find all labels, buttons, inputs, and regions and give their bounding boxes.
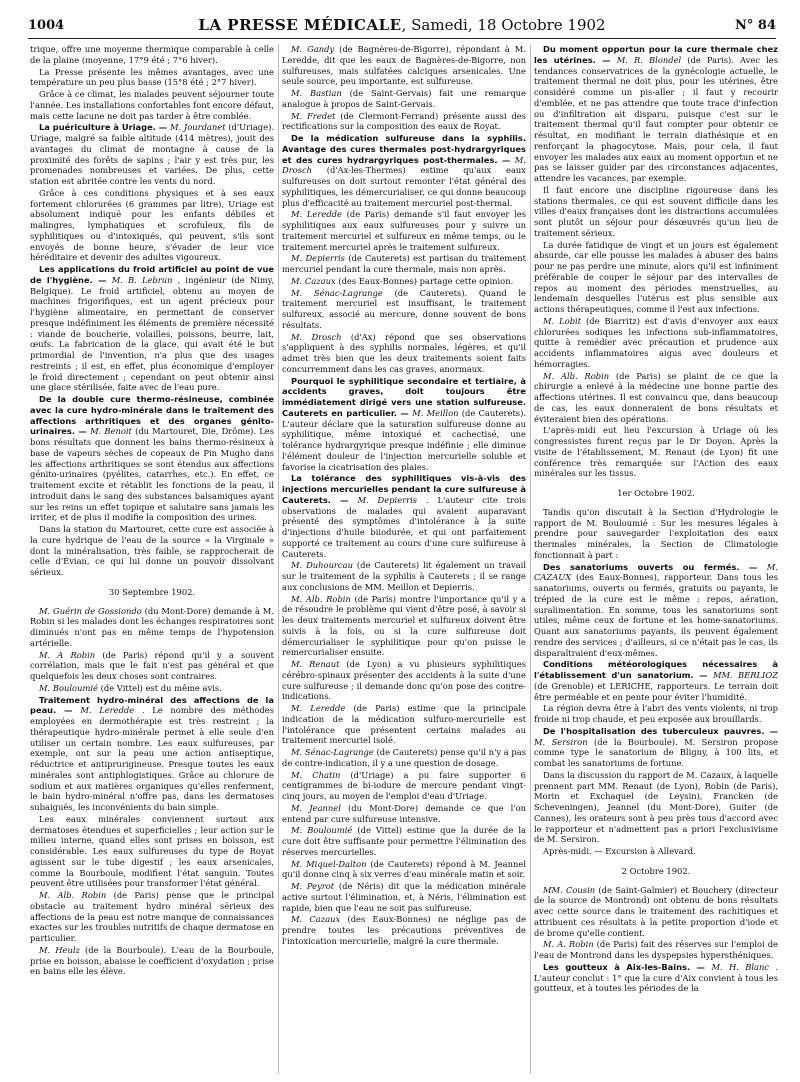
paragraph-text: (de Paris). Avec les tendances conservatrices de la gynécologie actuelle, le traitement thermal ne doit plus, pour les utérines, être considéré comme un pis-aller ; il faut y recourir d'emblée, et ne pas attendre que toute trace d'infection ou d'infiltration ait disparu, puisque c'est sur le traitement thermal qu'il faut compter pour obtenir ce résultat, en modifiant le terrain diathésique et en renforçant la phagocytose. Mais, pour cela, il faut envoyer les malades aux eaux au moment opportun et ne pas se laisser guider par des circonstances adjacentes, attendre les vacances, par exemple. [534, 54, 778, 183]
paragraph-text: (de Cauterets) répond à M. Jeannel qu'il donne cinq à six verres d'eau minérale matin et soir. [282, 858, 526, 880]
paragraph [282, 44, 526, 87]
paragraph-text: (de Paris) estime que la principale indication de la médication sulfuro-mercurielle est l'intolérance que présentent certains malades au traitement mercuriel isolé. [282, 703, 526, 746]
paragraph [282, 276, 526, 287]
speaker-name: M. Heulz [39, 944, 86, 955]
paragraph-text: (d'Uriage). Uriage, malgré sa faible altitude (414 mètres), jouit des avantages du climat de montagne à cause de la proximité des forêts de sapins ; l'air y est très pur, les promenades nombreuses et variées. De plus, cette station est abritée contre les vents du nord. [30, 122, 274, 186]
paragraph-text: (de Vittel) est du même avis. [100, 682, 222, 693]
speaker-name: M. B. Lebrun [111, 274, 178, 285]
speaker-name: M. Lobit [543, 315, 587, 326]
speaker-name: M. CAZAUX [534, 561, 778, 583]
paragraph [534, 316, 778, 370]
paragraph [282, 111, 526, 133]
paragraph [30, 650, 274, 682]
speaker-name: M. Drosch [282, 154, 526, 176]
speaker-name: M. Gandy [291, 44, 340, 54]
running-title [28, 16, 776, 34]
speaker-name: M. Bastian [291, 88, 350, 98]
paragraph-text: . L'auteur cite trois observations de malades qui avaient auparavant présenté des symptômes d'intolérance à la suite d'injections d'huile biiodurée, et qui ont parfaitement supporté ce traitement au cours d'une cure sulfureuse à Cauterets. [282, 494, 526, 559]
paragraph [534, 703, 778, 725]
article-paragraph [534, 962, 778, 994]
speaker-name: M. Cazaux [291, 914, 348, 925]
paragraph [30, 44, 274, 66]
column-1 [30, 44, 274, 1078]
paragraph-text: Les eaux minérales conviennent surtout aux dermatoses étendues et superficielles ; leur action sur le milieu interne, quand elles sont prises en boisson, est considérable. Les eaux sulfureuses du type de Royat agissent sur le tube digestif ; les eaux arsenicales, comme la Bourboule, modifient l'état sanguin. Toutes peuvent être utilisées pour transformer l'état général. [30, 813, 274, 889]
speaker-name: M. Depierris [357, 494, 426, 505]
article-title: De la médication sulfureuse dans la syphilis. Avantage des cures thermales post-hydrargyriques et des cures hydrargyriques post-thermales. — [282, 133, 526, 165]
paragraph [282, 914, 526, 946]
paragraph-text: (de Cauterets) pense qu'il n'y a pas de contre-indication, il y a une question de dosage. [282, 747, 526, 768]
speaker-name: M. Chatin [291, 769, 351, 780]
paragraph-text: (d'Ax) répond que ses observations s'appliquent à des syphilis normales, légères, et qu'il admet très bien que les deux traitements soient faits concurremment dans les cas graves, anormaux. [282, 331, 526, 374]
article-paragraph [282, 133, 526, 208]
speaker-name: M. A Robin [39, 649, 103, 660]
speaker-name: M. Guérin de Gossiondo [39, 605, 145, 616]
article-paragraph [282, 376, 526, 473]
paragraph-text: (du Mont-Dore) demande ce que l'on entend par cure sulfureuse intensive. [282, 802, 526, 824]
article-paragraph [30, 695, 274, 813]
speaker-name: M. Benoit [90, 426, 136, 437]
paragraph [30, 683, 274, 694]
paragraph-text: (de Saint-Galmier) et Bouchery (directeur de la source de Montrond) ont obtenu de bons résultats avec cette source dans le traitement des rachitiques et attribuent ces résultats à la petite proportion d'iode et de brome qu'elle contient. [534, 884, 778, 938]
paragraph [30, 188, 274, 263]
speaker-name: M. Miquel-Dalton [291, 858, 371, 869]
paragraph-text: trique, offre une moyenne thermique comparable à celle de la plaine (moyenne, 17°9 été ; 7°6 hiver). [30, 44, 274, 65]
article-paragraph [30, 394, 274, 523]
paragraph [30, 606, 274, 649]
paragraph-text: (de Bagnères-de-Bigorre), répondant à M. Leredde, dit que les eaux de Bagnères-de-Bigorre, non sulfureuses, mais sulfatées calciques arsenicales. Une seule source, peu importante, est sulfureuse. [282, 44, 526, 87]
speaker-name: M. A. Robin [543, 939, 597, 950]
paragraph [534, 885, 778, 939]
paragraph [282, 859, 526, 881]
paragraph [282, 594, 526, 659]
paragraph-text: (des Eaux-Bonnes) ne néglige pas de prendre toutes les précautions préventives de l'intoxication mercurielle, malgré la cure thermale. [282, 914, 526, 946]
article-paragraph [282, 473, 526, 559]
speaker-name: M. Fredet [291, 110, 341, 121]
paragraph-text: (du Mont-Dore) demande à M. Robin si les malades dont les échanges respiratoires sont diminués n'ont pas en même temps de l'hypotension artérielle. [30, 605, 274, 648]
paragraph-text: (de la Bourboule). M. Sersiron propose comme type le sanatorium de Bligny, à 100 lits, et combat les sanatoriums de fortune. [534, 736, 778, 768]
paragraph-text: Grâce à ces conditions physiques et à ses eaux fortement chlorurées (6 grammes par litre), Uriage est absolument indiqué pour les enfants débiles et malingres, lymphatiques et scrofuleux, fils de syphilitiques ou d'intoxiqués, qui peuvent, s'ils sont envoyés de bonne heure, s'évader de leur vice héréditaire et devenir des adultes vigoureux. [30, 187, 274, 263]
article-title: Du moment opportun pour la cure thermale chez les utérines. — [534, 44, 778, 65]
paragraph [282, 803, 526, 825]
paragraph-text: , ingénieur (de Nimy, Belgique). Le froid artificiel, obtenu au moyen de machines frigorifiques, est un agent précieux pour l'hygiène alimentaire, en permettant de conserver presque indéfiniment les éléments de première nécessité : viande de boucherie, volailles, poissons, beurre, lait, œufs. La fabrication de la glace, qui avait été le but primordial de l'invention, n'a plus que des usages restreints ; il est, en effet, plus économique d'employer le froid directement ; cependant on peut obtenir ainsi une glace stérilisée, faite avec de l'eau pure. [30, 274, 274, 393]
speaker-name: M. Alb. Robin [291, 593, 355, 604]
speaker-name: M. R. Blondel [616, 54, 688, 65]
paragraph [30, 814, 274, 889]
article-title: La tolérance des syphilitiques vis-à-vis des injections mercurielles pendant la cure sulfureuse à Cauterets. — [282, 473, 526, 505]
paragraph-text: . Le nombre des méthodes employées en dermothérapie est très restreint ; la thérapeutique hydro-minérale permet à elle seule d'en utiliser un certain nombre. Les eaux sulfureuses, par exemple, ont sur la peau une action antiseptique, réductrice et antiprurigineuse. Presque toutes les eaux minérales sont antiphlogistiques. Grâce au chlorure de sodium et aux matières organiques qu'elles renferment, le bain hydro-minéral n'offre pas, dans les dermatoses subaiguës, les inconvénients du bain simple. [30, 705, 274, 812]
issue-date: , Samedi, 18 Octobre 1902 [401, 16, 606, 34]
paragraph [282, 88, 526, 110]
speaker-name: M. Leredde [291, 209, 347, 220]
speaker-name: MM. Cousin [543, 884, 599, 895]
paragraph-text: (de Vittel) estime que la durée de la cure doit être suffisante pour permettre l'élimination des réserves mercurielles. [282, 825, 526, 857]
paragraph-text: Il faut encore une discipline rigoureuse dans les stations thermales, ce qui est souvent difficile dans les villes d'eaux françaises dont les distractions accumulées sont plutôt un séjour pour désœuvrés qu'un lieu de traitement sérieux. [534, 184, 778, 238]
article-paragraph [534, 44, 778, 184]
paragraph-text: Tandis qu'on discutait à la Section d'Hydrologie le rapport de M. Bouloumié : Sur les mesures légales à prendre pour sauvegarder l'exploitation des eaux thermales minérales, la Section de Climatologie fonctionnait à part : [534, 506, 778, 560]
paragraph-text: (de Paris) répond qu'il y a souvent corrélation, mais que le fait n'est pas général et que quelquefois les deux choses sont contraires. [30, 649, 274, 681]
column-rule [278, 44, 279, 1074]
paragraph [30, 67, 274, 89]
speaker-name: M. Duhourcau [291, 560, 357, 571]
paragraph-text: La Presse présente les mêmes avantages, avec une température un peu plus basse (15°8 été ; 2°7 hiver). [30, 66, 274, 88]
paragraph [282, 881, 526, 913]
paragraph-text: Dans la discussion du rapport de M. Cazaux, à laquelle prennent part MM. Renaut (de Lyon), Robin (de Paris), Morin et Exchaquel (de Leysin), Francken (de Scheveningen), Jeannel (du Mont-Dore), Guiter (de Cannes), les orateurs sont à peu près tous d'accord avec le rapporteur et n'admettent pas a priori l'exclusivisme de M. Sersiron. [534, 769, 778, 845]
section-date: 1er Octobre 1902. [617, 488, 695, 498]
paragraph-text: La durée fatidique de vingt et un jours est également absurde, car elle pousse les malades à abuser des bains pour ne pas perdre une minute, alors qu'il est infiniment préférable de couper le séjour par des intervalles de repos au moment des périodes menstruelles, au lendemain desquelles l'utérus est plus sensible aux actions thérapeutiques, comme il l'est aux infections. [534, 239, 778, 314]
speaker-name: M. Jourdanet [169, 122, 229, 133]
article-title: Traitement hydro-minéral des affections de la peau. — [30, 694, 274, 716]
speaker-name: M. Jeannel [291, 802, 349, 813]
paragraph [282, 747, 526, 769]
paragraph [534, 185, 778, 239]
article-paragraph [534, 726, 778, 769]
paragraph-text: (de Cauterets) est partisan du traitement mercuriel pendant la cure thermale, mais non après. [282, 253, 526, 274]
paragraph-text: . L'auteur conclut : 1° que la cure d'Aix convient à tous les goutteux, et à toutes les périodes de la [534, 961, 778, 994]
article-title: Les goutteux à Aix-les-Bains. — [543, 961, 712, 972]
paragraph [534, 371, 778, 425]
paragraph-text: (du Martouret, Die, Drôme). Les bons résultats que donnent les bains thermo-résineux à base de vapeurs sèches de copeaux de Pin Mugho dans les affections arthritiques se sont étendus aux affections génito-urinaires (pyélites, catarrhes, etc.). En effet, ce traitement excite et rétablit les fonctions de la peau, il introduit dans le sang des substances balsamiques ayant sur les reins un effet topique et salutaire sans jamais les irriter, et de plus il modifie la composition des urines. [30, 426, 274, 523]
paragraph-text: (de Lyon) a vu plusieurs syphilitiques cérébro-spinaux présenter des accidents à la suite d'une cure sulfureuse ; il demande donc qu'on pose des contre-indications. [282, 659, 526, 702]
paragraph [534, 425, 778, 479]
paragraph-text: (de Grenoble) et LERICHE, rapporteurs. Le terrain doit être perméable et en pente pour éviter l'humidité. [534, 680, 778, 702]
speaker-name: M. Cazaux [291, 275, 339, 286]
paragraph-text: (de Paris) montre l'importance qu'il y a de résoudre le problème qui vient d'être posé, à savoir si les deux traitements mercuriel et sulfureux doivent être suivis à la fois, ou si la cure sulfureuse doit démercurialiser le syphilitique pour qu'on puisse le remercurialiser ensuite. [282, 593, 526, 658]
article-title: Les applications du froid artificiel au point de vue de l'hygiène. — [30, 264, 274, 285]
speaker-name: M. Leredde [80, 705, 142, 716]
paragraph-text: L'après-midi eut lieu l'excursion à Uriage où les congressistes furent reçus par le Dr Doyon. Après la visite de l'établissement, M. Renaut (de Lyon) fit une conférence très remarquée sur l'Action des eaux minérales sur les tissus. [534, 425, 778, 479]
speaker-name: M. Drosch [291, 331, 351, 342]
issue-number: N° 84 [735, 18, 776, 33]
paragraph [282, 253, 526, 275]
paragraph [282, 659, 526, 702]
paragraph [534, 846, 778, 857]
article-paragraph [30, 122, 274, 187]
speaker-name: M. Depierris [291, 253, 349, 264]
speaker-name: M. Peyrot [291, 881, 339, 891]
article-title: Conditions météorologiques nécessaires à l'établissement d'un sanatorium. — [534, 659, 778, 680]
paragraph [282, 770, 526, 802]
paragraph-text: (de Paris) fait des réserves sur l'emploi de l'eau de Montrond dans les dyspepsies hypersthéniques. [534, 939, 778, 960]
column-rule [530, 44, 531, 1074]
paragraph [282, 288, 526, 331]
speaker-name: M. Meillon [412, 407, 462, 418]
article-paragraph [30, 264, 274, 393]
article-paragraph [534, 562, 778, 659]
section-date: 2 Octobre 1902. [621, 865, 691, 876]
article-title: La puériculture à Uriage. — [39, 122, 170, 133]
paragraph-text: (des Eaux-Bonnes), rapporteur. Dans tous les sanatoriums, ouverts ou fermés, gratuits ou payants, le trépied de la cure est le même : repos, aération, suralimentation. En somme, tous les sanatoriums sont utiles, même ceux de fortune et les home-sanatoriums. Quant aux sanatoriums payants, ils peuvent également rendre des services ; d'ailleurs, si ce n'était pas le cas, ils disparaîtraient d'eux-mêmes. [534, 572, 778, 658]
paragraph [282, 332, 526, 375]
speaker-name: M. Bouloumié [291, 825, 358, 836]
speaker-name: M. Leredde [291, 703, 354, 713]
speaker-name: M. Renaut [291, 659, 347, 669]
paragraph-text: (de Clermont-Ferrand) présente aussi des rectifications sur la composition des eaux de Royat. [282, 110, 526, 132]
speaker-name: M. Alb. Robin [39, 890, 114, 900]
paragraph-text: (de Paris) demande s'il faut envoyer les syphilitiques aux eaux sulfureuses pour y suivre un traitement mercuriel et sulfureux en même temps, ou le traitement mercuriel après le traitement sulfureux. [282, 209, 526, 252]
speaker-name: M. H. Blanc [711, 961, 776, 972]
paragraph-text: (des Eaux-Bonnes) partage cette opinion. [338, 275, 514, 286]
paragraph [30, 890, 274, 944]
article-paragraph [534, 659, 778, 702]
paragraph-text: Après-midi. — Excursion à Allevard. [543, 846, 696, 856]
paragraph [30, 524, 274, 578]
paragraph-text: (de Néris) dit que la médication minérale active surtout l'élimination, et, à Néris, l'élimination est rapide, bien que l'eau ne soit pas sulfureuse. [282, 881, 526, 913]
paragraph [534, 770, 778, 845]
paragraph-text: La région devra être à l'abri des vents violents, ni trop froide ni trop chaude, et peu exposée aux brouillards. [534, 703, 778, 724]
column-3 [534, 44, 778, 1078]
paragraph [534, 939, 778, 961]
paragraph [282, 825, 526, 857]
speaker-name: M. Bouloumié [39, 682, 101, 693]
paragraph-text: (de Cauterets). Quand le traitement mercuriel est insuffisant, le traitement sulfureux, associé au mercure, donne souvent de bons résultats. [282, 287, 526, 330]
paragraph [534, 507, 778, 561]
paragraph-text: (de la Bourboule). L'eau de la Bourboule, prise en boisson, abaisse le coefficient d'oxydation ; prise en bains elle les élève. [30, 944, 274, 977]
paragraph [282, 560, 526, 592]
speaker-name: M. Sénac-Lagrange [291, 287, 395, 298]
paragraph-text: (de Cauterets) lit également un travail sur le traitement de la syphilis à Cauterets ; il se range aux conclusions de MM. Meillon et Depierris. [282, 560, 526, 592]
page-header [28, 16, 776, 39]
speaker-name: M. Sénac-Lagrange [291, 747, 377, 757]
paragraph [30, 89, 274, 121]
article-title: De l'hospitalisation des tuberculeux pauvres. — [543, 725, 778, 736]
paragraph-text: Dans la station du Martouret, cette cure est associée à la cure hydrique de l'eau de la source « la Virginale » dont la minéralisation, très faible, se rapprocherait de celle d'Évian, ce qui lui donne un pouvoir dissolvant sérieux. [30, 524, 274, 577]
paragraph [30, 945, 274, 977]
speaker-name: M. Sersiron [534, 736, 594, 747]
article-title: Des sanatoriums ouverts ou fermés. — [543, 561, 767, 572]
page-number: 1004 [28, 18, 65, 33]
paragraph-text: (de Paris) se plaint de ce que la chirurgie a enlevé à la médecine une bonne partie des affections utérines. Il est convaincu que, dans beaucoup de cas, les eaux donneraient de bons résultats et éviteraient bien des opérations. [534, 370, 778, 424]
paragraph-text: (de Saint-Gervais) fait une remarque analogue à propos de Saint-Gervais. [282, 88, 526, 109]
paragraph [534, 240, 778, 315]
article-title: Pourquoi le syphilitique secondaire et tertiaire, à accidents graves, doit toujours être immédiatement dirigé vers une station sulfureuse. Cauterets en particulier. — [282, 375, 526, 418]
paragraph-text: (d'Ax-les-Thermes) estime qu'aux eaux sulfureuses on doit surtout remonter l'état général des syphilitiques, les démercurialiser, ce qui donne beaucoup plus d'efficacité au traitement mercuriel post-thermal. [282, 165, 526, 208]
paragraph-text: (de Paris) pense que le principal obstacle au traitement hydro minéral sérieux des affections de la peau est notre manque de connaissances exactes sur les troubles nutritifs de chaque dermatose en particulier. [30, 890, 274, 943]
speaker-name: M. Alb. Robin [543, 370, 616, 381]
section-date: 30 Septembre 1902. [108, 586, 196, 597]
paragraph [282, 703, 526, 746]
paragraph-text: (d'Uriage) a pu faire supporter 6 centigrammes de bi-iodure de mercure pendant vingt-cinq jours, au moyen de l'emploi d'eau d'Uriage. [282, 769, 526, 801]
paragraph-text: (de Biarritz) est d'avis d'envoyer aux eaux chlorurées sodiques les infections sub-inflammatoires, quitte à remédier avec précaution et prudence aux accidents inflammatoires aigus avec douleurs et hémorragies. [534, 315, 778, 369]
journal-name: LA PRESSE MÉDICALE [198, 16, 402, 34]
paragraph-text: (de Cauterets). L'auteur déclare que la saturation sulfureuse donne au syphilitique, même intoxiqué et cachectisé, une tolérance hydrargyrique presque indéfinie ; elle diminue l'élément douleur de l'injection mercurielle soluble et favorise la cicatrisation des plaies. [282, 407, 526, 472]
article-title: De la double cure thermo-résineuse, combinée avec la cure hydro-minérale dans le traitement des affections arthritiques et des organes génito-urinaires. — [30, 394, 274, 437]
column-2 [282, 44, 526, 1078]
speaker-name: MM. BERLIOZ [712, 670, 778, 680]
paragraph [282, 209, 526, 252]
paragraph-text: Grâce à ce climat, les malades peuvent séjourner toute l'année. Les installations confortables font encore défaut, mais cette lacune ne doit pas tarder à être comblée. [30, 89, 274, 121]
